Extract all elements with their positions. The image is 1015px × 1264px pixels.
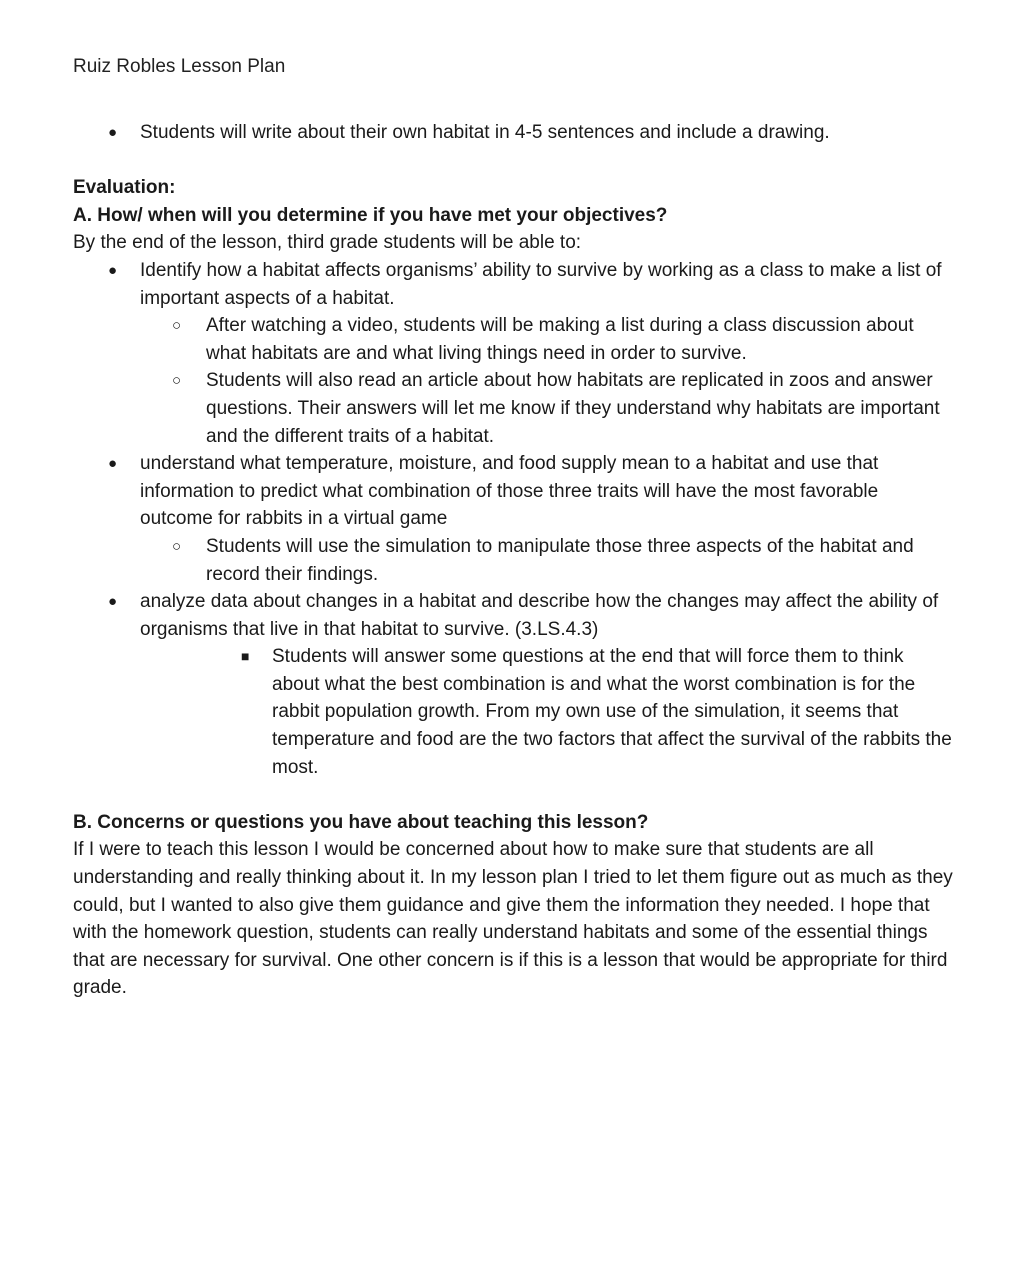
- evaluation-heading: Evaluation:: [73, 177, 176, 199]
- objective-text: Identify how a habitat affects organisms’ ability to survive by working as a class to make a list of important aspects of a habitat.: [140, 259, 942, 309]
- intro-bullet-text: Students will write about their own habitat in 4-5 sentences and include a drawing.: [140, 122, 830, 143]
- objective-text: analyze data about changes in a habitat and describe how the changes may affect the ability of organisms that live in that habitat to survive. (3.LS.4.3): [140, 591, 939, 640]
- document-body: [73, 119, 953, 1002]
- intro-bullet: [73, 119, 953, 147]
- circle-marker: ○: [172, 372, 182, 390]
- objectives-lead: By the end of the lesson, third grade students will be able to:: [73, 232, 582, 254]
- square-marker: ■: [241, 648, 250, 665]
- sub-objective-item: [73, 367, 953, 450]
- page-header: Ruiz Robles Lesson Plan: [73, 56, 286, 77]
- spacer: [73, 147, 953, 175]
- concerns-paragraph: If I were to teach this lesson I would be concerned about how to make sure that students are all understanding and really thinking about it. In my lesson plan I tried to let them figure out as much as they could, but I wanted to also give them guidance and give them the information they needed. I hope that with the homework question, students can really understand habitats and some of the essential things that are necessary for survival. One other concern is if this is a lesson that would be appropriate for third grade.: [73, 839, 953, 999]
- sub-objective-item: [73, 312, 953, 367]
- objective-item: [73, 450, 953, 533]
- circle-marker: ○: [172, 317, 182, 335]
- bullet-marker: ●: [108, 455, 118, 473]
- bullet-marker: ●: [108, 124, 118, 141]
- sub-sub-objective-item: [73, 643, 953, 781]
- circle-marker: ○: [172, 537, 182, 555]
- question-a-heading: A. How/ when will you determine if you have met your objectives?: [73, 204, 668, 226]
- question-b-heading: B. Concerns or questions you have about teaching this lesson?: [73, 811, 649, 833]
- spacer: [73, 781, 953, 809]
- sub-objective-text: Students will use the simulation to manipulate those three aspects of the habitat and record their findings.: [206, 535, 914, 585]
- bullet-marker: ●: [108, 593, 118, 611]
- objective-text: understand what temperature, moisture, and food supply mean to a habitat and use that information to predict what combination of those three traits will have the most favorable outcome for rabbits in a virtual game: [140, 453, 879, 530]
- objective-item: [73, 257, 953, 312]
- sub-objective-item: [73, 533, 953, 588]
- sub-sub-objective-text: Students will answer some questions at the end that will force them to think about what the best combination is and what the worst combination is for the rabbit population growth. From my own use of the simulation, it seems that temperature and food are the two factors that affect the survival of the rabbits the most.: [272, 646, 952, 778]
- objective-item: [73, 588, 953, 643]
- sub-objective-text: After watching a video, students will be making a list during a class discussion about what habitats are and what living things need in order to survive.: [206, 315, 914, 364]
- sub-objective-text: Students will also read an article about how habitats are replicated in zoos and answer questions. Their answers will let me know if they understand why habitats are important and the different traits of a habitat.: [206, 370, 940, 447]
- bullet-marker: ●: [108, 261, 118, 279]
